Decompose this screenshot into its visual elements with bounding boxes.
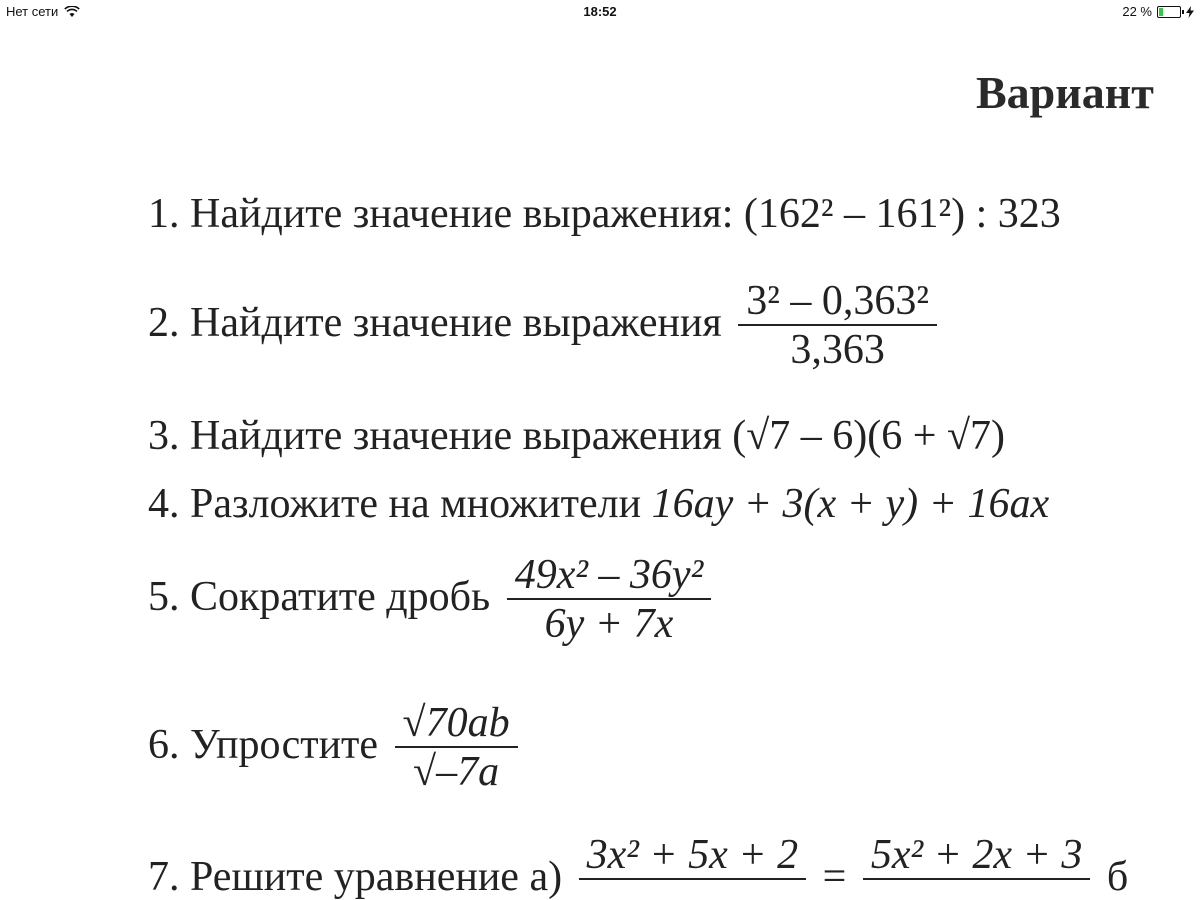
question-number: 4. — [148, 481, 180, 527]
question-expression: (√7 – 6)(6 + √7) — [732, 413, 1005, 459]
fraction-numerator: 3² – 0,363² — [746, 278, 929, 324]
part-b-label: б — [1106, 853, 1129, 900]
question-number: 3. — [148, 413, 180, 459]
question-text: Сократите дробь — [190, 573, 491, 620]
question-7 — [148, 832, 1128, 900]
question-expression: 16ay + 3(x + y) + 16ax — [651, 481, 1050, 527]
question-4 — [148, 480, 1049, 528]
question-text: Разложите на множители — [190, 481, 642, 527]
question-expression: (162² – 161²) : 323 — [743, 191, 1061, 237]
question-text: Найдите значение выражения — [190, 299, 722, 346]
question-text: Решите уравнение а) — [190, 853, 563, 900]
fraction-denominator: 6y + 7x — [507, 598, 711, 648]
fraction-numerator: 49x² – 36y² — [514, 552, 704, 598]
question-5 — [148, 552, 717, 648]
fraction — [507, 552, 711, 648]
fraction-numerator: 5x² + 2x + 3 — [870, 832, 1083, 878]
carrier-label: Нет сети — [6, 4, 59, 19]
status-bar — [0, 0, 1200, 24]
fraction-numerator: 3x² + 5x + 2 — [586, 832, 799, 878]
question-text: Упростите — [190, 721, 379, 768]
fraction-right — [863, 832, 1091, 900]
question-number: 7. — [148, 853, 180, 900]
fraction-denominator: √–7a — [395, 746, 518, 796]
bolt-icon — [1186, 6, 1194, 18]
fraction-denominator — [863, 878, 1091, 900]
clock: 18:52 — [583, 4, 617, 19]
question-text: Найдите значение выражения — [190, 413, 722, 459]
question-number: 5. — [148, 573, 180, 620]
battery-percent: 22 % — [1122, 4, 1152, 19]
equals-sign: = — [822, 853, 847, 900]
question-6 — [148, 700, 524, 796]
fraction-denominator: 3,363 — [738, 324, 937, 374]
status-right — [1122, 4, 1194, 19]
document-photo — [0, 24, 1200, 900]
question-1 — [148, 190, 1061, 238]
question-3 — [148, 412, 1005, 460]
fraction — [738, 278, 937, 374]
battery-icon — [1157, 6, 1181, 18]
fraction-denominator — [579, 878, 807, 900]
fraction-left — [579, 832, 807, 900]
variant-heading: Вариант — [976, 67, 1154, 118]
question-2 — [148, 278, 943, 374]
question-number: 1. — [148, 191, 180, 237]
fraction — [395, 700, 518, 796]
fraction-numerator: √70ab — [402, 700, 510, 746]
question-number: 2. — [148, 299, 180, 346]
question-text: Найдите значение выражения: — [190, 191, 734, 237]
question-number: 6. — [148, 721, 180, 768]
